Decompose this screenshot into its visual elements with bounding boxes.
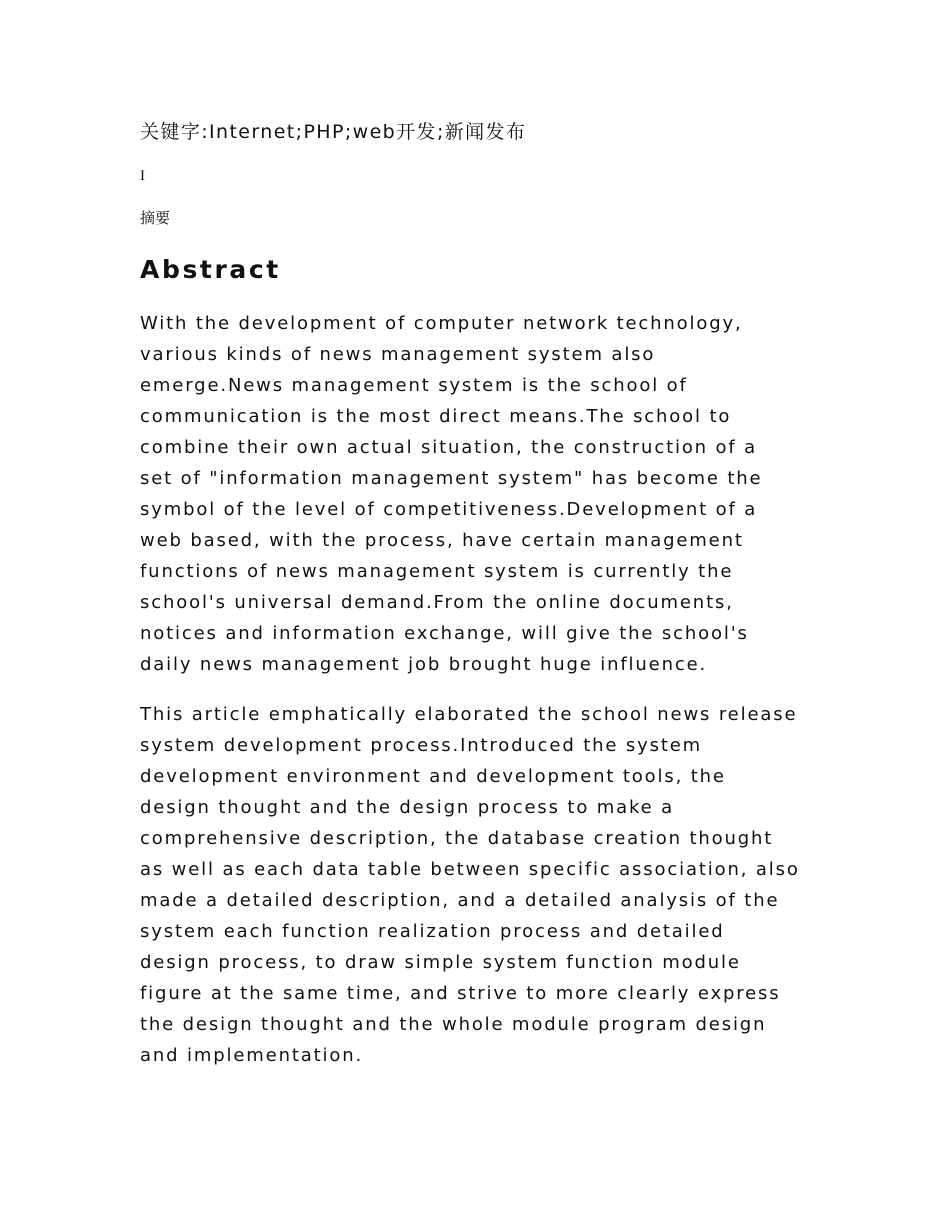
text-line: system development process.Introduced the system [140, 735, 703, 756]
text-line: and implementation. [140, 1045, 364, 1066]
abstract-paragraph-2 [140, 699, 820, 1071]
text-line: design process, to draw simple system function module [140, 952, 741, 973]
text-line: as well as each data table between specific association, also [140, 859, 800, 880]
text-line: the design thought and the whole module program design [140, 1014, 767, 1035]
text-line: symbol of the level of competitiveness.Development of a [140, 499, 758, 520]
text-line: school's universal demand.From the online documents, [140, 592, 734, 613]
keywords-line: 关键字:Internet;PHP;web开发;新闻发布 [140, 121, 527, 143]
text-line: development environment and development tools, the [140, 766, 726, 787]
abstract-paragraph-1 [140, 308, 820, 680]
text-line: notices and information exchange, will give the school's [140, 623, 749, 644]
text-line: functions of news management system is currently the [140, 561, 734, 582]
text-line: web based, with the process, have certain management [140, 530, 744, 551]
text-line: daily news management job brought huge influence. [140, 654, 708, 675]
text-line: This article emphatically elaborated the school news release [140, 704, 798, 725]
text-line: system each function realization process and detailed [140, 921, 725, 942]
text-line: With the development of computer network technology, [140, 313, 743, 334]
text-line: figure at the same time, and strive to more clearly express [140, 983, 781, 1004]
text-line: set of "information management system" has become the [140, 468, 763, 489]
text-line: emerge.News management system is the school of [140, 375, 688, 396]
text-line: comprehensive description, the database creation thought [140, 828, 774, 849]
text-line: various kinds of news management system also [140, 344, 656, 365]
page-number: I [140, 168, 145, 184]
text-line: combine their own actual situation, the construction of a [140, 437, 758, 458]
section-label-abstract-cn: 摘要 [140, 209, 171, 227]
text-line: made a detailed description, and a detailed analysis of the [140, 890, 780, 911]
text-line: design thought and the design process to make a [140, 797, 675, 818]
abstract-title: Abstract [140, 255, 281, 284]
text-line: communication is the most direct means.The school to [140, 406, 732, 427]
